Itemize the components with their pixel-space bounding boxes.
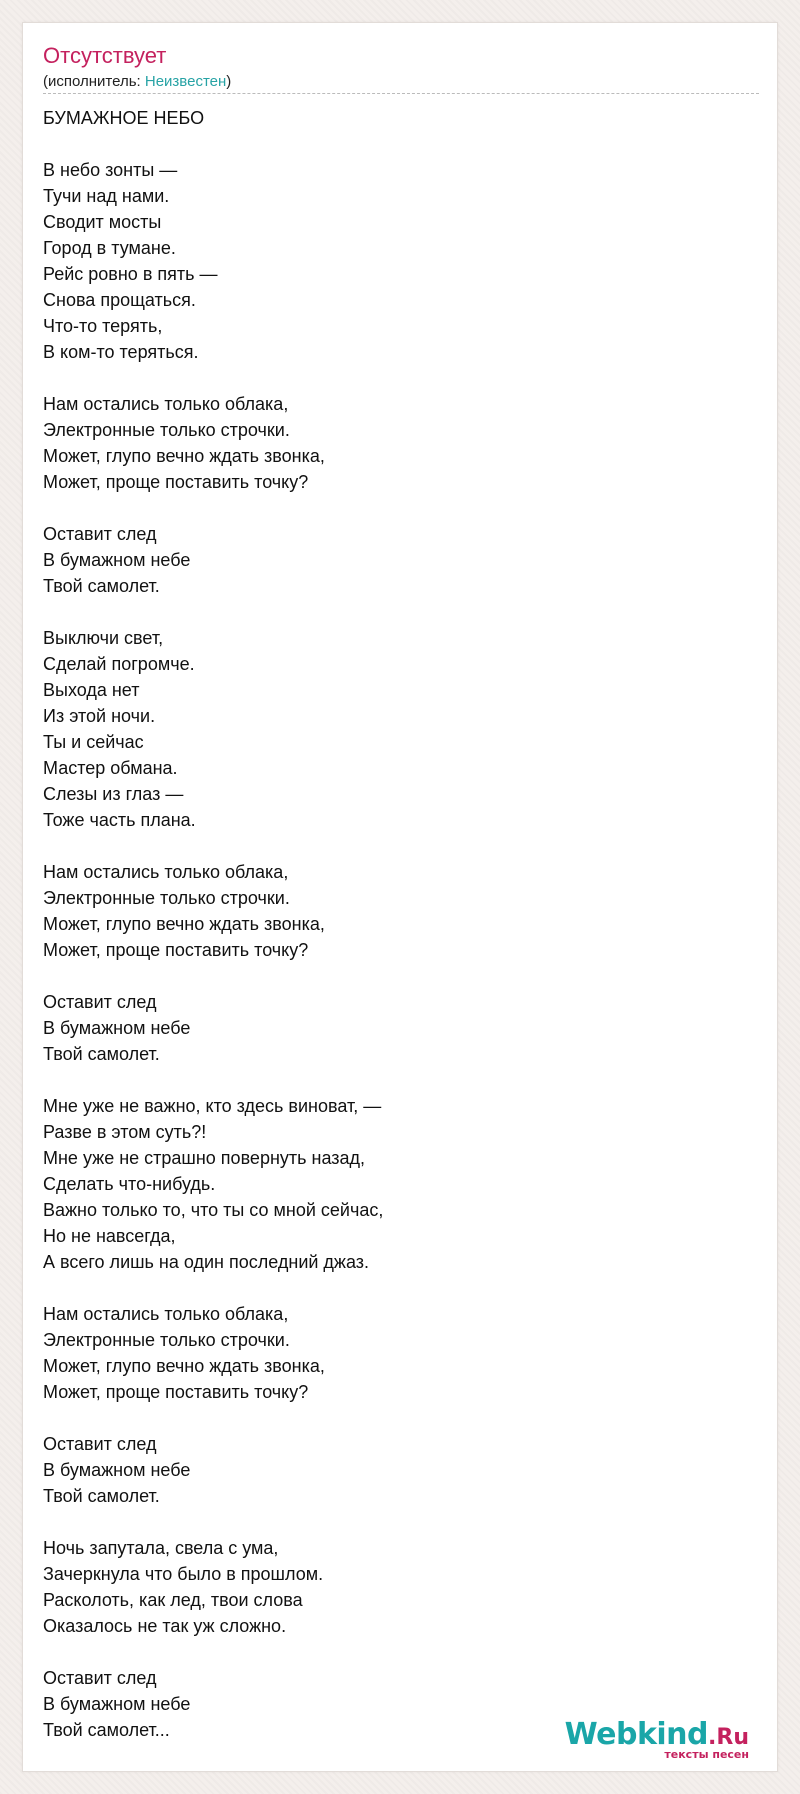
lyric-line: Оставит след <box>43 1434 157 1454</box>
brand-name: Webkind <box>564 1717 709 1752</box>
lyrics-body <box>43 157 743 1743</box>
lyric-line: Разве в этом суть?! <box>43 1122 207 1142</box>
lyric-line: Электронные только строчки. <box>43 888 290 908</box>
lyric-line: В бумажном небе <box>43 1460 191 1480</box>
lyric-line: Нам остались только облака, <box>43 862 289 882</box>
artist-line <box>43 73 231 91</box>
lyric-line: Оставит след <box>43 992 157 1012</box>
lyric-line: В бумажном небе <box>43 1694 191 1714</box>
lyric-line: Выхода нет <box>43 680 140 700</box>
stanza-gap <box>43 365 743 391</box>
lyric-line: Город в тумане. <box>43 238 176 258</box>
lyric-line: Ты и сейчас <box>43 732 144 752</box>
lyric-line: В ком-то теряться. <box>43 342 199 362</box>
brand-tagline: тексты песен <box>664 1748 749 1761</box>
lyric-line: Но не навсегда, <box>43 1226 176 1246</box>
lyric-line: Мне уже не страшно повернуть назад, <box>43 1148 366 1168</box>
webkind-logo[interactable] <box>565 1719 749 1761</box>
lyric-line: Ночь запутала, свела с ума, <box>43 1538 279 1558</box>
lyric-line: Нам остались только облака, <box>43 394 289 414</box>
lyric-line: Что-то терять, <box>43 316 163 336</box>
artist-prefix: (исполнитель: <box>43 73 145 90</box>
lyric-line: Расколоть, как лед, твои слова <box>43 1590 303 1610</box>
song-title: Отсутствует <box>43 43 167 68</box>
lyric-line: Может, проще поставить точку? <box>43 472 309 492</box>
lyric-line: Сводит мосты <box>43 212 162 232</box>
lyric-line: Нам остались только облака, <box>43 1304 289 1324</box>
artist-suffix: ) <box>226 73 232 90</box>
lyric-line: В бумажном небе <box>43 1018 191 1038</box>
lyric-line: Твой самолет. <box>43 576 160 596</box>
stanza-gap <box>43 1067 743 1093</box>
lyric-line: Твой самолет. <box>43 1044 160 1064</box>
dashed-divider <box>43 93 759 94</box>
lyric-line: Выключи свет, <box>43 628 164 648</box>
stanza-gap <box>43 1405 743 1431</box>
lyric-line: Рейс ровно в пять — <box>43 264 218 284</box>
lyric-line: Зачеркнула что было в прошлом. <box>43 1564 324 1584</box>
lyric-line: Оставит след <box>43 524 157 544</box>
lyric-line: Может, проще поставить точку? <box>43 940 309 960</box>
lyric-line: В небо зонты — <box>43 160 178 180</box>
lyric-line: Из этой ночи. <box>43 706 156 726</box>
lyric-line: Может, глупо вечно ждать звонка, <box>43 914 325 934</box>
lyric-line: Снова прощаться. <box>43 290 196 310</box>
lyric-line: Мастер обмана. <box>43 758 178 778</box>
lyric-line: Слезы из глаз — <box>43 784 184 804</box>
lyric-line: Твой самолет... <box>43 1720 170 1740</box>
lyric-line: Тучи над нами. <box>43 186 170 206</box>
stanza-gap <box>43 1639 743 1665</box>
lyrics-card <box>22 22 778 1772</box>
lyric-line: Сделать что-нибудь. <box>43 1174 216 1194</box>
lyric-line: Может, глупо вечно ждать звонка, <box>43 1356 325 1376</box>
stanza-gap <box>43 1509 743 1535</box>
lyric-line: Важно только то, что ты со мной сейчас, <box>43 1200 384 1220</box>
stanza-gap <box>43 963 743 989</box>
stanza-gap <box>43 495 743 521</box>
lyric-line: Может, глупо вечно ждать звонка, <box>43 446 325 466</box>
lyric-line: Оставит след <box>43 1668 157 1688</box>
song-heading: БУМАЖНОЕ НЕБО <box>43 108 205 128</box>
lyric-line: Может, проще поставить точку? <box>43 1382 309 1402</box>
brand-tld: .Ru <box>708 1725 749 1750</box>
artist-link[interactable]: Неизвестен <box>144 73 227 90</box>
lyric-line: А всего лишь на один последний джаз. <box>43 1252 370 1272</box>
lyric-line: Электронные только строчки. <box>43 420 290 440</box>
stanza-gap <box>43 599 743 625</box>
lyric-line: Тоже часть плана. <box>43 810 196 830</box>
lyric-line: Твой самолет. <box>43 1486 160 1506</box>
lyric-line: Мне уже не важно, кто здесь виноват, — <box>43 1096 382 1116</box>
lyric-line: Оказалось не так уж сложно. <box>43 1616 287 1636</box>
lyric-line: В бумажном небе <box>43 550 191 570</box>
stanza-gap <box>43 833 743 859</box>
stanza-gap <box>43 1275 743 1301</box>
lyric-line: Электронные только строчки. <box>43 1330 290 1350</box>
lyric-line: Сделай погромче. <box>43 654 195 674</box>
